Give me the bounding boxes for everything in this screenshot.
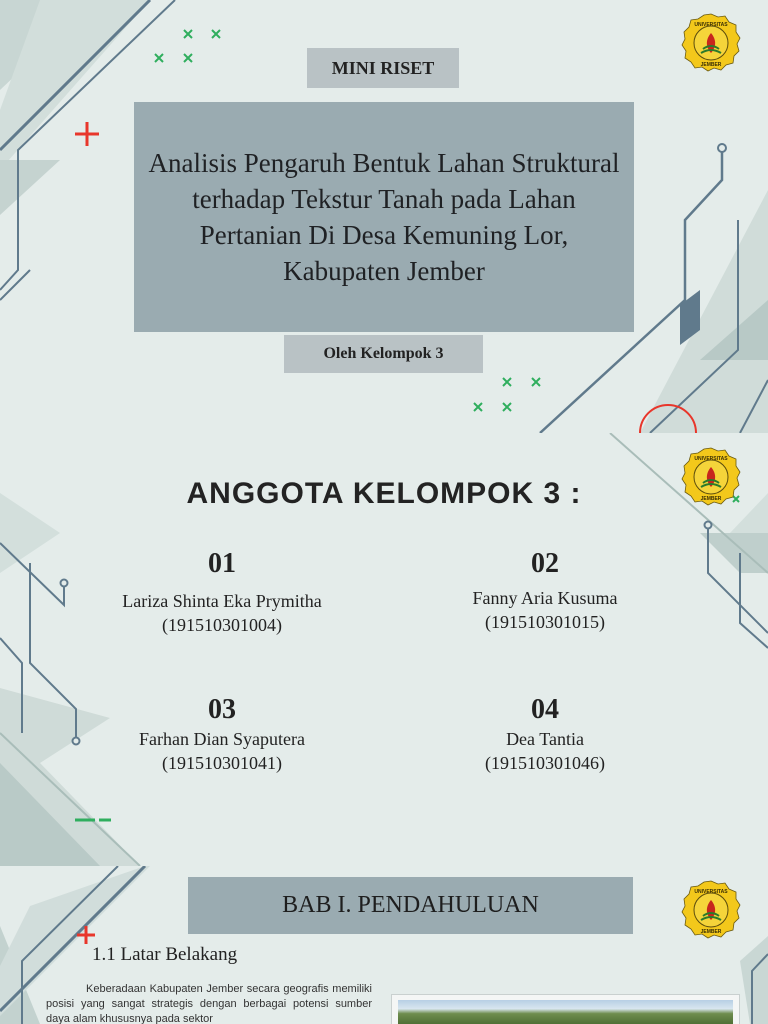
members-slide xyxy=(0,433,768,866)
member-card-1 xyxy=(92,547,352,637)
title-box xyxy=(134,102,634,332)
member-id: (191510301015) xyxy=(485,612,605,632)
member-id: (191510301041) xyxy=(162,753,282,773)
logo-text-bottom: JEMBER xyxy=(700,929,722,935)
university-logo xyxy=(681,880,741,940)
mini-riset-label: MINI RISET xyxy=(331,57,435,78)
section-heading: 1.1 Latar Belakang xyxy=(92,944,238,965)
author-label: Oleh Kelompok 3 xyxy=(323,345,444,362)
member-id: (191510301004) xyxy=(162,615,282,635)
chapter-heading-box xyxy=(188,877,633,934)
mini-riset-tag xyxy=(307,48,459,88)
member-name: Farhan Dian Syaputera xyxy=(139,729,305,749)
member-name: Lariza Shinta Eka Prymitha xyxy=(122,591,322,611)
university-logo xyxy=(681,13,741,73)
chapter-heading: BAB I. PENDAHULUAN xyxy=(282,892,539,918)
member-number: 02 xyxy=(531,548,559,579)
member-card-4 xyxy=(415,693,675,775)
logo-text-bottom: JEMBER xyxy=(700,496,722,502)
members-heading: ANGGOTA KELOMPOK 3 : xyxy=(186,477,582,510)
logo-text-bottom: JEMBER xyxy=(700,62,722,68)
logo-text-top: UNIVERSITAS xyxy=(694,456,728,462)
author-tag xyxy=(284,335,483,373)
logo-text-top: UNIVERSITAS xyxy=(694,22,728,28)
member-name: Fanny Aria Kusuma xyxy=(472,588,618,608)
member-card-2 xyxy=(415,547,675,634)
title-slide xyxy=(0,0,768,433)
member-name: Dea Tantia xyxy=(506,729,584,749)
landscape-photo xyxy=(398,1000,733,1024)
landscape-photo-frame xyxy=(391,994,740,1024)
introduction-slide xyxy=(0,866,768,1024)
member-number: 04 xyxy=(531,694,559,725)
logo-text-top: UNIVERSITAS xyxy=(694,889,728,895)
member-number: 03 xyxy=(208,694,236,725)
presentation-title: Analisis Pengaruh Bentuk Lahan Struktural terhadap Tekstur Tanah pada Lahan Pertanian Di Desa Kemuning Lor, Kabupaten Jember xyxy=(148,148,620,286)
member-id: (191510301046) xyxy=(485,753,605,773)
member-number: 01 xyxy=(208,548,236,579)
body-paragraph: Keberadaan Kabupaten Jember secara geografis memiliki posisi yang sangat strategis dengan berbagai potensi sumber daya alam khususnya pada sektor xyxy=(46,983,372,1024)
member-card-3 xyxy=(92,693,352,775)
